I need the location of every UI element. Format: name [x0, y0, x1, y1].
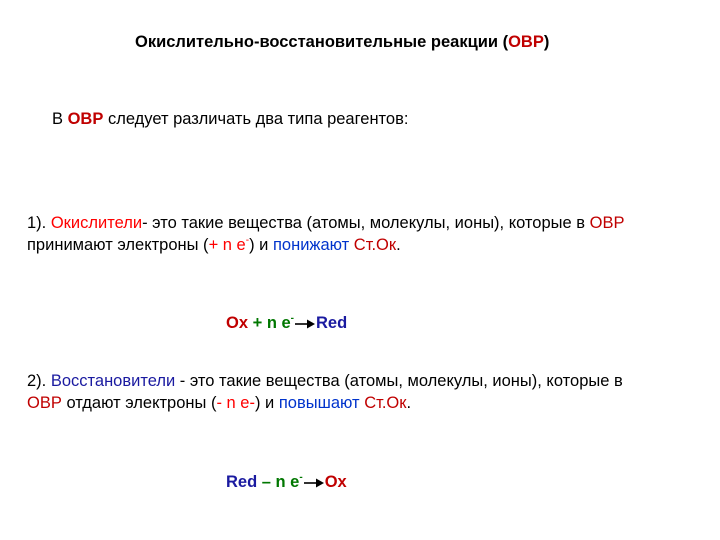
oxidizers-definition	[27, 212, 697, 256]
intro-line	[52, 110, 408, 129]
oxidizers-abbr: ОВР	[589, 214, 625, 232]
oxidizers-end: .	[396, 236, 401, 254]
equation-oxidation	[226, 473, 347, 492]
intro-abbr: ОВР	[67, 110, 104, 128]
title-close: )	[543, 33, 550, 51]
reducers-line2b: ) и	[254, 394, 279, 412]
eq1-plus: + n e	[248, 314, 291, 332]
eq2-rhs: Ox	[324, 473, 347, 491]
slide-title	[135, 33, 549, 52]
right-arrow-icon	[303, 477, 325, 489]
reducers-end: .	[406, 394, 412, 412]
reducers-verb: повышают	[278, 394, 360, 412]
oxidizers-st: Ст.Ок	[353, 236, 397, 254]
right-arrow-icon	[294, 318, 316, 330]
reducers-st: Ст.Ок	[364, 394, 407, 412]
oxidizers-line2a: принимают электроны (	[27, 236, 209, 254]
title-text: Окислительно-восстановительные реакции (	[135, 33, 509, 51]
oxidizers-num: 1).	[27, 214, 51, 232]
eq1-lhs: Ox	[226, 314, 249, 332]
oxidizers-term: Окислители	[50, 214, 143, 232]
reducers-num: 2).	[27, 372, 51, 390]
reducers-minus: - n e-	[216, 394, 255, 412]
eq2-minus: – n e	[257, 473, 300, 491]
oxidizers-sup: -	[245, 234, 250, 246]
equation-reduction	[226, 314, 347, 333]
reducers-def: - это такие вещества (атомы, молекулы, ионы), которые в	[175, 372, 623, 390]
title-abbr: ОВР	[508, 33, 544, 51]
reducers-definition	[27, 370, 697, 414]
eq2-lhs: Red	[226, 473, 258, 491]
reducers-term: Восстановители	[50, 372, 176, 390]
reducers-line2a: отдают электроны (	[61, 394, 217, 412]
reducers-abbr: ОВР	[27, 394, 62, 412]
eq2-sup: -	[299, 471, 303, 483]
oxidizers-verb: понижают	[272, 236, 350, 254]
intro-rest: следует различать два типа реагентов:	[103, 110, 409, 128]
oxidizers-def: - это такие вещества (атомы, молекулы, ионы), которые в	[142, 214, 590, 232]
eq1-rhs: Red	[316, 314, 348, 332]
eq1-sup: -	[290, 312, 295, 324]
intro-prefix: В	[52, 110, 68, 128]
oxidizers-plus: + n e	[208, 236, 246, 254]
oxidizers-line2b: ) и	[249, 236, 273, 254]
